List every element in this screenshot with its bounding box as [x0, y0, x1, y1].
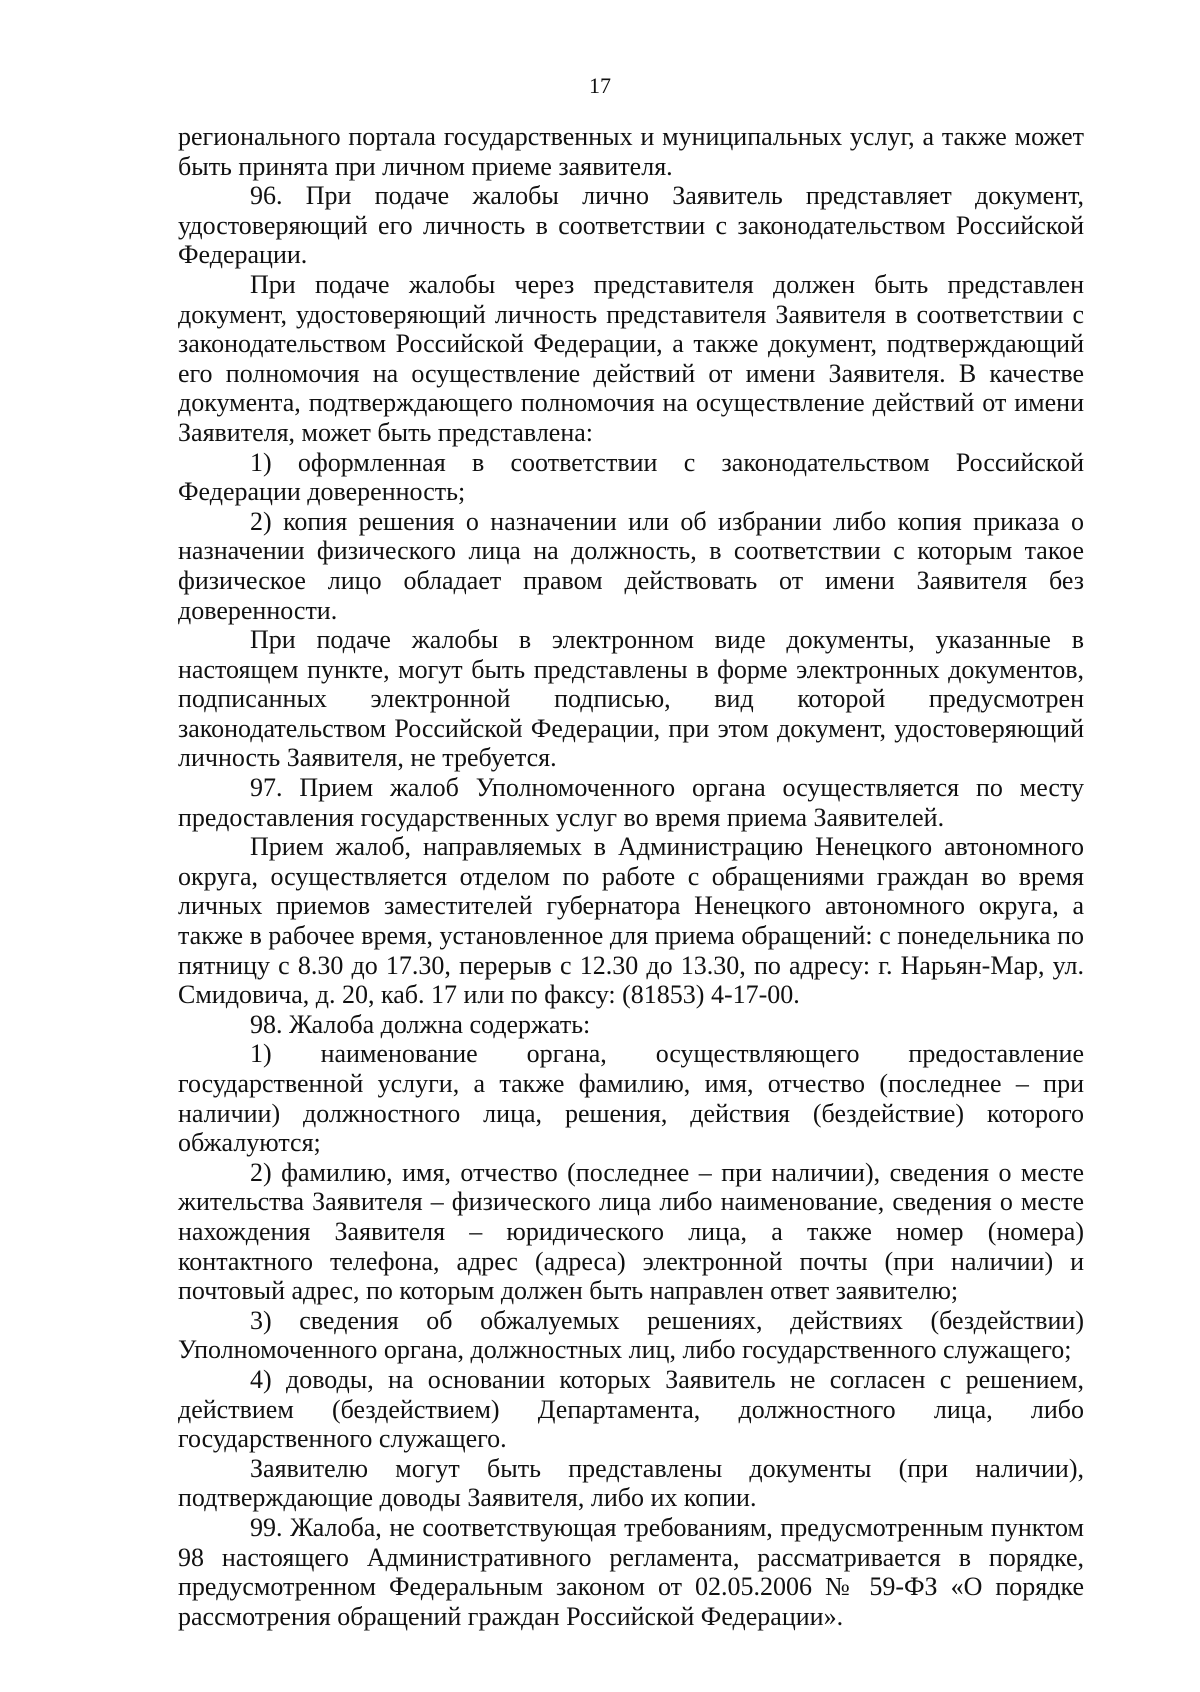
- page-number: 17: [589, 73, 611, 98]
- paragraph-96: 96. При подаче жалобы лично Заявитель представляет документ, удостоверяющий его личность в соответствии с законодательством Российской Федерации.: [178, 181, 1084, 270]
- paragraph-99: 99. Жалоба, не соответствующая требованиям, предусмотренным пунктом 98 настоящего Административного регламента, рассматривается в порядке, предусмотренном Федеральным законом от 02.05.2006 № 59-ФЗ «О порядке рассмотрения обращений граждан Российской Федерации».: [178, 1512, 1084, 1631]
- paragraph-96-electronic: При подаче жалобы в электронном виде документы, указанные в настоящем пункте, могут быть представлены в форме электронных документов, подписанных электронной подписью, вид которой предусмотрен законодательством Российской Федерации, при этом документ, удостоверяющий личность Заявителя, не требуется.: [178, 625, 1084, 773]
- paragraph-98-item-1: 1) наименование органа, осуществляющего предоставление государственной услуги, а также фамилию, имя, отчество (последнее – при наличии) должностного лица, решения, действия (бездействие) которого обжалуются;: [178, 1039, 1084, 1158]
- paragraph-98-item-2: 2) фамилию, имя, отчество (последнее – при наличии), сведения о месте жительства Заявителя – физического лица либо наименование, сведения о месте нахождения Заявителя – юридического лица, а также номер (номера) контактного телефона, адрес (адреса) электронной почты (при наличии) и почтовый адрес, по которым должен быть направлен ответ заявителю;: [178, 1157, 1084, 1306]
- paragraph-continuation: регионального портала государственных и муниципальных услуг, а также может быть принята при личном приеме заявителя.: [178, 122, 1084, 181]
- paragraph-98-item-4: 4) доводы, на основании которых Заявитель не согласен с решением, действием (бездействием) Департамента, должностного лица, либо государственного служащего.: [178, 1364, 1084, 1454]
- paragraph-98-item-3: 3) сведения об обжалуемых решениях, действиях (бездействии) Уполномоченного органа, должностных лиц, либо государственного служащего;: [178, 1305, 1084, 1365]
- paragraph-96-item-2: 2) копия решения о назначении или об избрании либо копия приказа о назначении физического лица на должность, в соответствии с которым такое физическое лицо обладает правом действовать от имени Заявителя без доверенности.: [178, 506, 1084, 625]
- document-body: [178, 122, 1084, 1631]
- paragraph-98-documents: Заявителю могут быть представлены документы (при наличии), подтверждающие доводы Заявителя, либо их копии.: [178, 1453, 1084, 1513]
- paragraph-98: 98. Жалоба должна содержать:: [250, 1009, 591, 1039]
- paragraph-97: 97. Прием жалоб Уполномоченного органа осуществляется по месту предоставления государственных услуг во время приема Заявителей.: [178, 773, 1084, 832]
- paragraph-97-administration: Прием жалоб, направляемых в Администрацию Ненецкого автономного округа, осуществляется отделом по работе с обращениями граждан во время личных приемов заместителей губернатора Ненецкого автономного округа, а также в рабочее время, установленное для приема обращений: с понедельника по пятницу с 8.30 до 17.30, перерыв с 12.30 до 13.30, по адресу: г. Нарьян-Мар, ул. Смидовича, д. 20, каб. 17 или по факсу: (81853) 4-17-00.: [178, 832, 1084, 1010]
- paragraph-96-representative: При подаче жалобы через представителя должен быть представлен документ, удостоверяющий личность представителя Заявителя в соответствии с законодательством Российской Федерации, а также документ, подтверждающий его полномочия на осуществление действий от имени Заявителя. В качестве документа, подтверждающего полномочия на осуществление действий от имени Заявителя, может быть представлена:: [178, 269, 1084, 447]
- paragraph-96-item-1: 1) оформленная в соответствии с законодательством Российской Федерации доверенность;: [178, 447, 1084, 507]
